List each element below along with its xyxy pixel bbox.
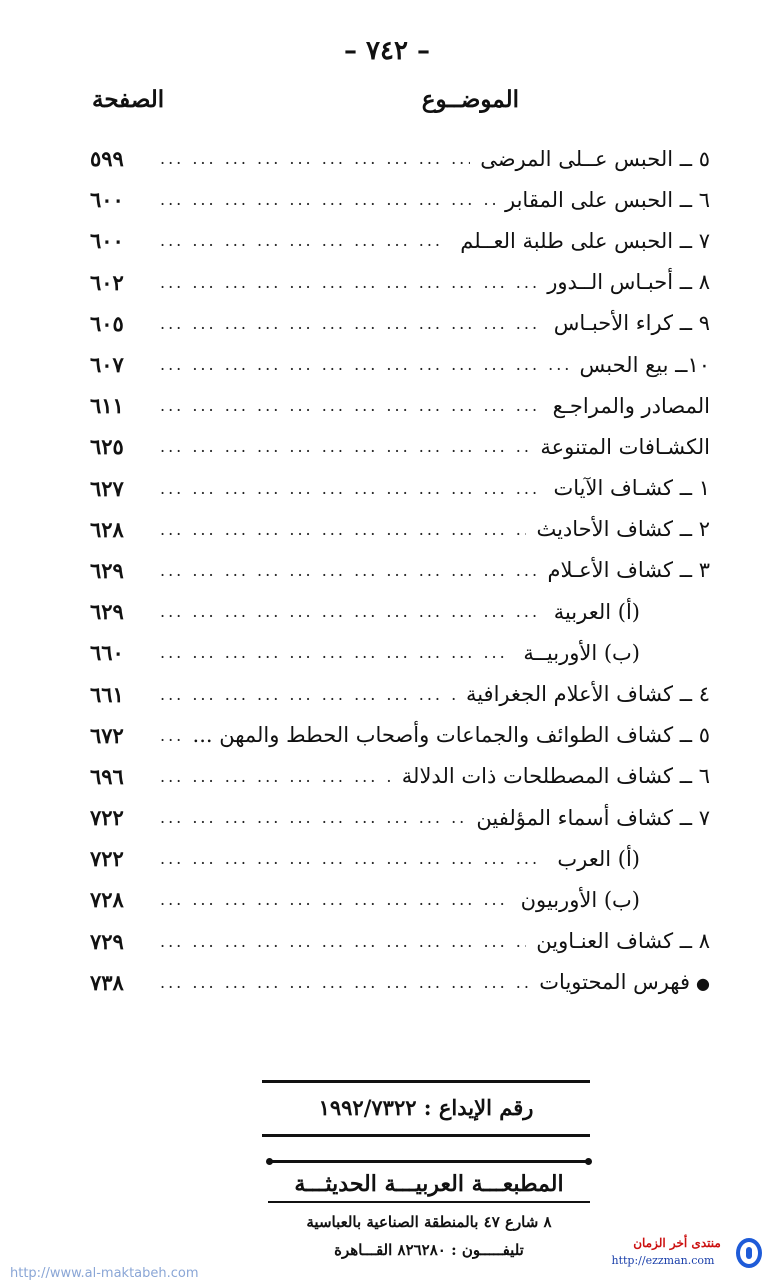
toc-entry-page: ٧٢٨ [90,887,124,913]
toc-entry-label: (ب) الأوربيــة [523,640,640,665]
press-imprint [268,1160,590,1259]
press-phone: تليفـــــون : ٨٢٦٢٨٠ القـــاهرة [334,1241,524,1259]
toc-entry-title [547,847,710,871]
toc-entry-label: (أ) العرب [557,846,640,871]
toc-entry [90,879,710,920]
toc-entry-title [543,394,710,418]
toc-entry [90,838,710,879]
toc-entry-label: (أ) العربية [553,599,640,624]
toc-leader-dots [160,149,470,168]
toc-entry-label: ٧ ــ الحبس على طلبة العــلم [460,228,710,253]
toc-leader-dots [160,808,466,827]
toc-entry-page: ٦٦٠ [90,640,124,666]
deposit-box [262,1080,590,1137]
toc-entry-title [526,929,710,953]
press-top-rule [268,1160,590,1163]
toc-leader-dots [160,273,537,292]
toc-entry-label: ٢ ــ كشاف الأحاديث [536,517,710,542]
toc-entry [90,962,710,1003]
toc-entry-label: ١٠ــ بيع الحبس [579,352,710,377]
toc-entry-label: ٩ ــ كراء الأحبـاس [553,311,710,336]
toc-entry-page: ٦٩٦ [90,763,124,789]
page-number: – ٧٤٢ – [343,36,431,66]
toc-entry-page: ٦٠٧ [90,352,124,378]
toc-entry-page: ٦٧٢ [90,722,124,748]
toc-entry-page: ٦٠٠ [90,228,124,254]
toc-entry-title [456,682,710,706]
toc-leader-dots [160,561,537,580]
toc-entry-page: ٦٢٩ [90,557,124,583]
toc-entry [90,138,710,179]
press-name: المطبعـــة العربيـــة الحديثـــة [294,1171,564,1197]
toc-entry [90,179,710,220]
toc-entry [90,673,710,714]
toc-entry [90,509,710,550]
toc-entry-label: المصادر والمراجـع [552,393,710,418]
toc-leader-dots [160,190,495,209]
deposit-bottom-rule [262,1134,590,1137]
toc-entry-label: ٨ ــ أحبـاس الــدور [547,270,710,295]
toc-entry-page: ٦٠٢ [90,269,124,295]
toc-leader-dots [160,726,183,745]
toc-entry-title [183,723,710,747]
toc-entry-label: الكشـافات المتنوعة [540,434,710,459]
toc-entry-page: ٧٢٢ [90,846,124,872]
table-of-contents [90,138,710,1003]
toc-entry-title [470,147,710,171]
toc-entry-title [511,888,710,912]
toc-leader-dots [160,602,544,621]
forum-url-watermark: http://ezzman.com [611,1254,715,1267]
toc-entry-title [537,558,710,582]
toc-leader-dots [160,685,456,704]
toc-entry-page: ٦١١ [90,393,124,419]
toc-entry-label: ٦ ــ الحبس على المقابر [505,187,710,212]
toc-entry [90,385,710,426]
toc-entry [90,591,710,632]
toc-entry-label: ٥ ــ كشاف الطوائف والجماعات وأصحاب الحطط والمهن ... [192,723,710,748]
toc-entry-title [450,229,710,253]
toc-entry-title [513,641,710,665]
press-address: ٨ شارع ٤٧ بالمنطقة الصناعية بالعباسية [306,1213,552,1231]
toc-leader-dots [160,355,570,374]
toc-entry-page: ٦٦١ [90,681,124,707]
toc-leader-dots [160,396,543,415]
toc-entry-title [530,435,710,459]
toc-entry-label: ١ ــ كشـاف الآيات [553,476,710,501]
toc-entry [90,262,710,303]
site-url-watermark: http://www.al-maktabeh.com [10,1266,199,1281]
toc-entry-title [466,806,710,830]
toc-leader-dots [160,767,392,786]
toc-entry-title [570,353,710,377]
toc-entry-page: ٧٢٢ [90,805,124,831]
toc-entry [90,344,710,385]
toc-leader-dots [160,890,511,909]
forum-watermark: منتدى أخر الزمان [633,1236,721,1250]
toc-entry-label: ٤ ــ كشاف الأعلام الجغرافية [465,682,710,707]
toc-leader-dots [160,479,544,498]
toc-entry-title [544,476,711,500]
toc-entry [90,550,710,591]
toc-leader-dots [160,231,450,250]
bullet-icon: ● [696,974,710,994]
toc-entry [90,426,710,467]
toc-entry-title [529,970,710,994]
toc-entry [90,220,710,261]
toc-entry-title [526,517,710,541]
toc-leader-dots [160,973,529,992]
toc-leader-dots [160,849,547,868]
toc-entry [90,715,710,756]
toc-entry [90,797,710,838]
topic-column-header: الموضــوع [421,86,519,113]
toc-entry-label: ٨ ــ كشاف العنـاوين [536,929,710,954]
press-divider [268,1201,590,1203]
toc-entry-page: ٧٢٩ [90,928,124,954]
toc-entry-title [537,270,710,294]
forum-logo-icon [736,1238,762,1268]
toc-entry-page: ٦٠٠ [90,187,124,213]
page-column-header: الصفحة [92,86,165,113]
toc-leader-dots [160,314,544,333]
toc-entry-label: ٥ ــ الحبس عــلى المرضى [480,146,710,171]
toc-entry-page: ٥٩٩ [90,146,124,172]
toc-entry [90,303,710,344]
toc-entry-page: ٧٣٨ [90,969,124,995]
toc-entry-label: فهرس المحتويات [539,970,691,995]
toc-leader-dots [160,437,530,456]
toc-entry-page: ٦٢٥ [90,434,124,460]
toc-entry-label: ٦ ــ كشاف المصطلحات ذات الدلالة [401,764,710,789]
toc-entry-label: ٧ ــ كشاف أسماء المؤلفين [476,805,710,830]
toc-entry-label: ٣ ــ كشاف الأعـلام [547,558,710,583]
toc-entry-label: (ب) الأوربيون [520,887,640,912]
toc-entry [90,756,710,797]
toc-entry-page: ٦٢٧ [90,475,124,501]
toc-entry [90,632,710,673]
toc-entry-title [544,311,710,335]
deposit-number: رقم الإيداع : ١٩٩٢/٧٣٢٢ [318,1095,534,1120]
toc-leader-dots [160,932,526,951]
toc-entry [90,921,710,962]
toc-entry-title [495,188,710,212]
toc-entry-title [392,764,710,788]
toc-entry-page: ٦٢٩ [90,599,124,625]
toc-leader-dots [160,520,526,539]
toc-entry-page: ٦٢٨ [90,516,124,542]
toc-entry [90,468,710,509]
toc-entry-title [544,600,710,624]
toc-leader-dots [160,643,513,662]
toc-entry-page: ٦٠٥ [90,310,124,336]
